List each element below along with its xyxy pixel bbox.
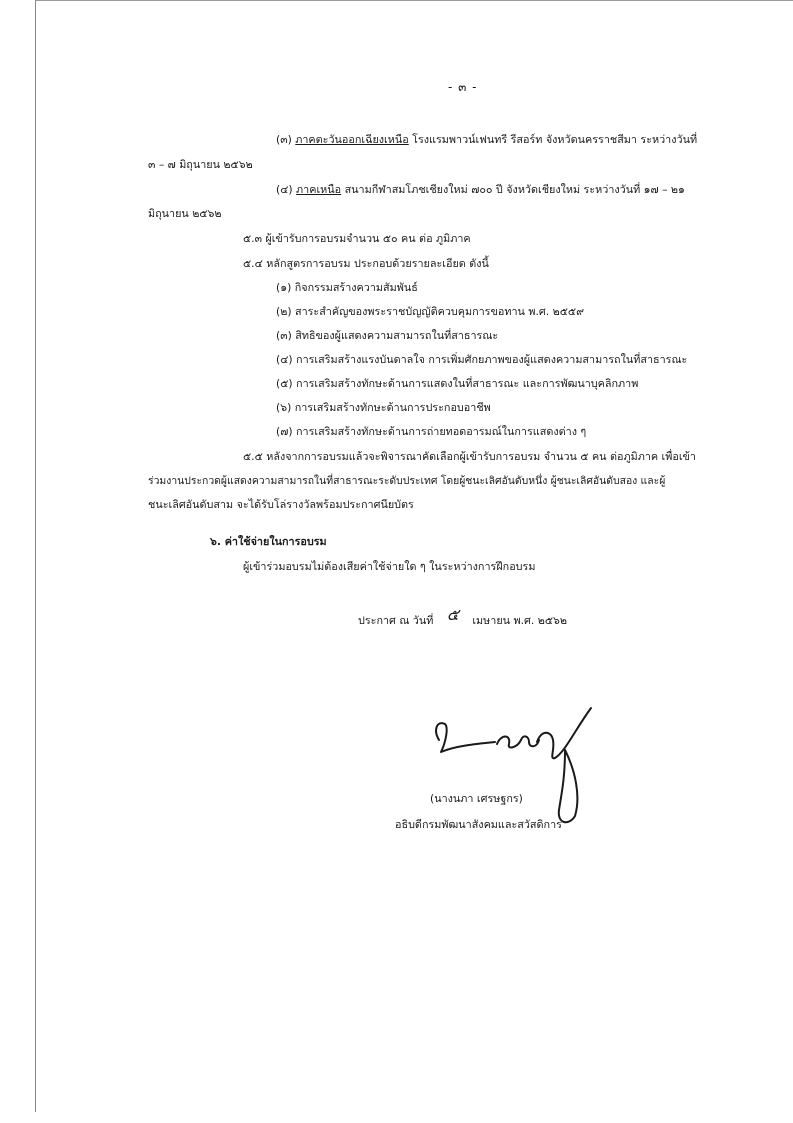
selection-line-2: ร่วมงานประกวดผู้แสดงความสามารถในที่สาธารณะระดับประเทศ โดยผู้ชนะเลิศอันดับหนึ่ง ผู้ชนะเลิศอันดับสอง และผู้: [148, 475, 666, 487]
venue-north-prefix: (๔): [276, 183, 293, 196]
venue-north-text: สนามกีฬาสมโภชเชียงใหม่ ๗๐๐ ปี จังหวัดเชียงใหม่ ระหว่างวันที่ ๑๗ – ๒๑: [344, 183, 685, 196]
venue-northeast-dates: ๓ – ๗ มิถุนายน ๒๕๖๒: [148, 158, 253, 171]
venue-northeast: [276, 133, 697, 147]
curriculum-item: (๔) การเสริมสร้างแรงบันดาลใจ การเพิ่มศักยภาพของผู้แสดงความสามารถในที่สาธารณะ: [276, 353, 688, 366]
announcement-day: ๕: [446, 605, 459, 624]
curriculum-item: (๓) สิทธิของผู้แสดงความสามารถในที่สาธารณะ: [276, 329, 499, 342]
selection-line-1: ๕.๕ หลังจากการอบรมแล้วจะพิจารณาคัดเลือกผู้เข้ารับการอบรม จำนวน ๕ คน ต่อภูมิภาค เพื่อเข้า: [243, 450, 696, 463]
curriculum-item: (๖) การเสริมสร้างทักษะด้านการประกอบอาชีพ: [276, 401, 491, 414]
participants-line: ๕.๓ ผู้เข้ารับการอบรมจำนวน ๕๐ คน ต่อ ภูมิภาค: [243, 232, 471, 245]
announcement-prefix: ประกาศ ณ วันที่: [358, 614, 434, 627]
selection-line-3: ชนะเลิศอันดับสาม จะได้รับโล่รางวัลพร้อมประกาศนียบัตร: [148, 498, 414, 511]
signer-name: (นางนภา เศรษฐกร): [430, 792, 523, 805]
curriculum-item: (๒) สาระสำคัญของพระราชบัญญัติควบคุมการขอทาน พ.ศ. ๒๕๕๙: [276, 305, 584, 318]
venue-north: [276, 183, 685, 197]
venue-northeast-text: โรงแรมพาวน์เฟนทรี รีสอร์ท จังหวัดนครราชสีมา ระหว่างวันที่: [412, 133, 698, 146]
venue-north-dates: มิถุนายน ๒๕๖๒: [148, 207, 222, 220]
curriculum-item: (๗) การเสริมสร้างทักษะด้านการถ่ายทอดอารมณ์ในการแสดงต่าง ๆ: [276, 425, 587, 438]
page-number: - ๓ -: [448, 80, 478, 94]
venue-north-label: ภาคเหนือ: [296, 183, 342, 196]
curriculum-heading: ๕.๔ หลักสูตรการอบรม ประกอบด้วยรายละเอียด ดังนี้: [243, 257, 489, 270]
announcement-date: [358, 605, 567, 628]
curriculum-item: (๕) การเสริมสร้างทักษะด้านการแสดงในที่สาธารณะ และการพัฒนาบุคลิกภาพ: [276, 377, 639, 390]
curriculum-item: (๑) กิจกรรมสร้างความสัมพันธ์: [276, 281, 418, 294]
announcement-suffix: เมษายน พ.ศ. ๒๕๖๒: [472, 614, 567, 627]
expenses-text: ผู้เข้าร่วมอบรมไม่ต้องเสียค่าใช้จ่ายใด ๆ ในระหว่างการฝึกอบรม: [243, 560, 536, 573]
venue-northeast-label: ภาคตะวันออกเฉียงเหนือ: [295, 133, 409, 146]
signer-title: อธิบดีกรมพัฒนาสังคมและสวัสดิการ: [395, 818, 562, 831]
signature-image: [425, 700, 615, 830]
expenses-heading: ๖. ค่าใช้จ่ายในการอบรม: [210, 535, 327, 548]
venue-northeast-prefix: (๓): [276, 133, 292, 146]
